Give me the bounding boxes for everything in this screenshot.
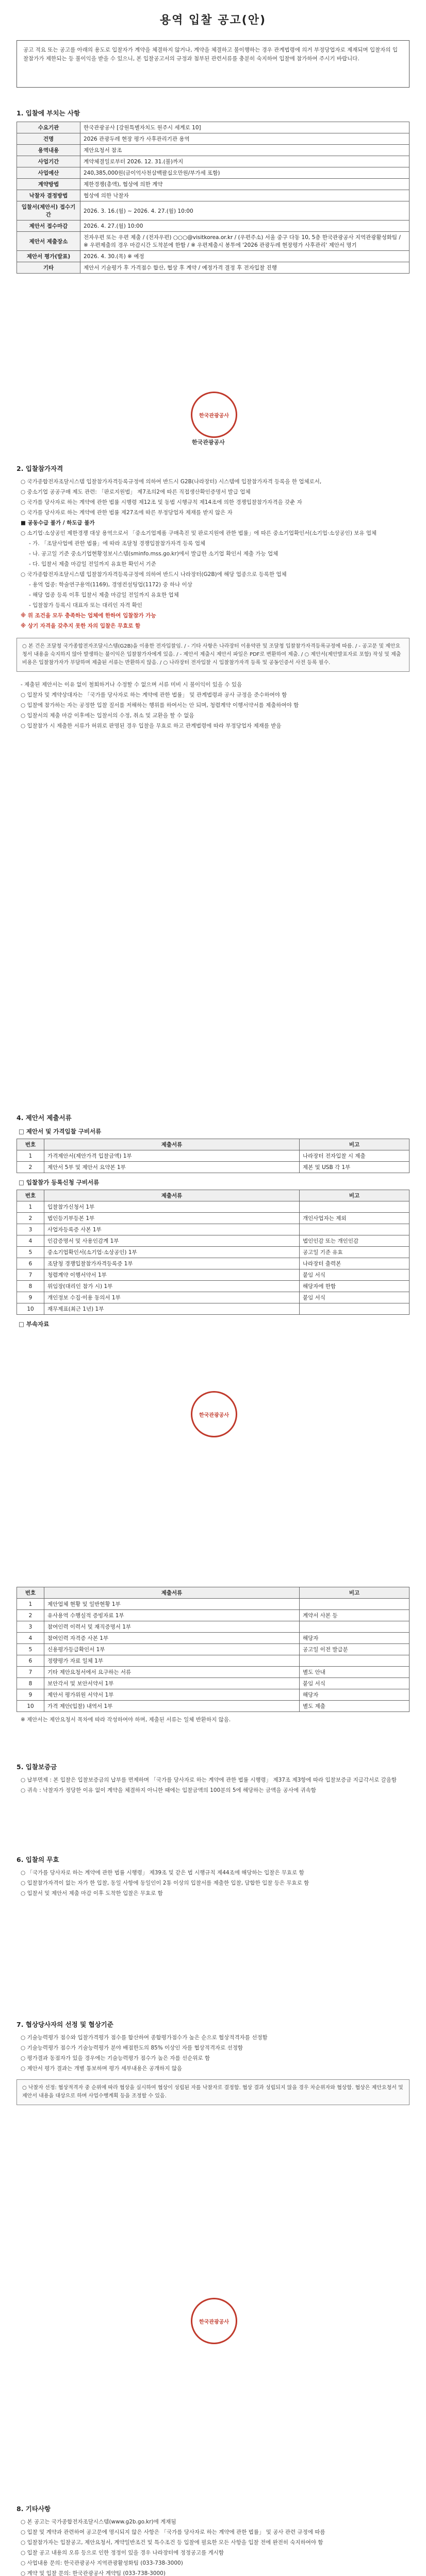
s7-note [17, 2079, 409, 2105]
table-cell-note: 해당자 [300, 1689, 409, 1701]
table-cell-note: 계약서 사본 등 [300, 1610, 409, 1621]
s2-para: ○ 국가종합전자조달시스템 입찰참가자격등록규정에 의하여 반드시 G2B(나라장터) 시스템에 입찰참가자격 등록을 한 업체로서, [21, 479, 322, 485]
s1-row [17, 179, 409, 190]
table-cell-note: 별도 제출 [300, 1701, 409, 1712]
s1-row-value: 2026 관광두레 현장 평가 사후관리기관 용역 [80, 133, 409, 145]
table-row [17, 1701, 409, 1712]
table-cell-no: 5 [17, 1644, 44, 1655]
table-cell-doc: 개인정보 수집·이용 동의서 1부 [44, 1292, 300, 1303]
s1-row-label: 사업기간 [17, 156, 80, 167]
table-cell-note: 법인인감 또는 개인인감 [300, 1235, 409, 1247]
s1-row [17, 251, 409, 262]
table-cell-note: 공고일 기준 유효 [300, 1247, 409, 1258]
s1-row [17, 145, 409, 156]
s7-note-text: ○ 낙찰자 선정: 협상적격자 중 순위에 따라 협상을 실시하여 협상이 성립된 자를 낙찰자로 결정함. 협상 결과 성립되지 않을 경우 차순위자와 협상함. 협상은 제안요청서 및 제안서 내용을 대상으로 하며 사업수행계획 등을 조정할 수 있음. [22, 2085, 403, 2099]
table-row [17, 1655, 409, 1667]
seal-1-text: 한국관광공사 [199, 413, 229, 419]
section-8-heading: 8. 기타사항 [17, 2505, 51, 2513]
table-cell-doc: 청렴계약 이행서약서 1부 [44, 1269, 300, 1281]
intro-text: 공고 적요 또는 공고를 아래의 용도로 입찰자가 계약을 체결하지 않거나, 계약을 체결하고 불이행하는 경우 관계법령에 의거 부정당업자로 제재되며 입찰자의 입찰참가가 제한되는 등 불이익을 받을 수 있으니, 본 입찰공고서의 규정과 첨부된 관련서류를 충분히 숙지하여 입찰에 참가하여 주시기 바랍니다. [23, 47, 398, 62]
table-cell-note: 붙임 서식 [300, 1292, 409, 1303]
table-cell-no: 3 [17, 1224, 44, 1235]
s7-para: ○ 기술능력평가 점수가 기술능력평가 분야 배점한도의 85% 이상인 자를 협상적격자로 선정함 [21, 2045, 243, 2051]
table-cell-note [300, 1599, 409, 1610]
table-cell-note: 붙임 서식 [300, 1678, 409, 1689]
s1-row-label: 사업예산 [17, 167, 80, 179]
table-row [17, 1599, 409, 1610]
section-7-heading: 7. 협상당사자의 선정 및 협상기준 [17, 2021, 113, 2028]
s4-t3-note: ※ 제안서는 제안요청서 목차에 따라 작성하여야 하며, 제출된 서류는 일체 반환하지 않음. [21, 1717, 231, 1723]
table-row [17, 1678, 409, 1689]
s4-sub3: □ 부속자료 [19, 1320, 50, 1328]
table-cell-note: 나라장터 출력본 [300, 1258, 409, 1269]
s2-para: ■ 공동수급 불가 / 하도급 불가 [21, 520, 95, 526]
table-cell-doc: 재무제표(최근 1년) 1부 [44, 1303, 300, 1315]
table-header: 제출서류 [44, 1190, 300, 1201]
seal-2-text: 한국관광공사 [199, 1412, 229, 1418]
s2-para: ○ 소기업·소상공인 제한경쟁 대상 용역으로서 「중소기업제품 구매촉진 및 판로지원에 관한 법률」에 따른 중소기업확인서(소기업·소상공인) 보유 업체 [21, 530, 377, 536]
s1-row [17, 221, 409, 232]
s2-note [17, 638, 409, 672]
s1-table [17, 122, 409, 274]
s2-para: ○ 국가종합전자조달시스템 입찰참가자격등록규정에 의하여 반드시 나라장터(G2B)에 해당 업종으로 등록한 업체 [21, 571, 287, 578]
section-5-heading: 5. 입찰보증금 [17, 1763, 57, 1771]
table-cell-no: 6 [17, 1655, 44, 1667]
s1-row-label: 낙찰자 결정방법 [17, 190, 80, 201]
table-row [17, 1303, 409, 1315]
table-cell-note: 개인사업자는 제외 [300, 1213, 409, 1224]
s1-row [17, 190, 409, 201]
table-header: 제출서류 [44, 1587, 300, 1599]
intro-box [17, 40, 409, 88]
table-row [17, 1201, 409, 1213]
table-cell-no: 9 [17, 1689, 44, 1701]
table-cell-no: 1 [17, 1599, 44, 1610]
table-cell-no: 2 [17, 1610, 44, 1621]
table-row [17, 1281, 409, 1292]
table-cell-note: 제본 및 USB 각 1부 [300, 1162, 409, 1173]
table-cell-no: 3 [17, 1621, 44, 1633]
table-header: 번호 [17, 1190, 44, 1201]
section-5 [17, 1762, 409, 1796]
s1-row-value: 240,385,000원(금이억사천삼백팔십오만원/부가세 포함) [80, 167, 409, 179]
s4-sub2: □ 입찰참가 등록신청 구비서류 [19, 1179, 100, 1186]
s6-para: ○ 「국가를 당사자로 하는 계약에 관한 법률 시행령」 제39조 및 같은 법 시행규칙 제44조에 해당하는 입찰은 무효로 함 [21, 1870, 304, 1876]
s3-para: ○ 입찰참가 시 제출한 서류가 허위로 판명된 경우 입찰을 무효로 하고 관계법령에 따라 부정당업자 제재를 받음 [21, 723, 282, 729]
section-1 [17, 108, 409, 274]
table-cell-note: 별도 안내 [300, 1667, 409, 1678]
table-cell-no: 7 [17, 1269, 44, 1281]
s1-row-value: 제한경쟁(총액), 협상에 의한 계약 [80, 179, 409, 190]
table-cell-no: 7 [17, 1667, 44, 1678]
s2-para: - 나. 공고일 기준 중소기업현황정보시스템(sminfo.mss.go.kr)에서 발급한 소기업 확인서 제출 가능 업체 [29, 551, 278, 557]
table-cell-doc: 보안각서 및 보안서약서 1부 [44, 1678, 300, 1689]
s1-row [17, 262, 409, 274]
s5-para: ○ 납부면제 : 본 입찰은 입찰보증금의 납부를 면제하며 「국가를 당사자로 하는 계약에 관한 법률 시행령」 제37조 제3항에 따라 입찰보증금 지급각서로 갈음함 [21, 1777, 397, 1783]
s8-para: ○ 입찰 및 계약과 관련하여 공고문에 명시되지 않은 사항은 「국가를 당사자로 하는 계약에 관한 법률」 및 공사 관련 규정에 따름 [21, 2529, 325, 2535]
table-cell-no: 8 [17, 1678, 44, 1689]
table-row [17, 1610, 409, 1621]
table-cell-note [300, 1201, 409, 1213]
table-cell-no: 2 [17, 1213, 44, 1224]
table-cell-doc: 가격제안서(제안가격 입찰금액) 1부 [44, 1150, 300, 1162]
table-header: 비고 [300, 1190, 409, 1201]
table-row [17, 1292, 409, 1303]
s1-row [17, 122, 409, 133]
s2-para: ○ 국가를 당사자로 하는 계약에 관한 법률 시행령 제12조 및 동법 시행규칙 제14조에 의한 경쟁입찰참가자격을 갖춘 자 [21, 499, 302, 505]
table-row [17, 1258, 409, 1269]
table-cell-doc: 위임장(대리인 참가 시) 1부 [44, 1281, 300, 1292]
s1-row-label: 계약방법 [17, 179, 80, 190]
table-cell-doc: 제안업체 현황 및 일반현황 1부 [44, 1599, 300, 1610]
section-6-heading: 6. 입찰의 무효 [17, 1856, 59, 1863]
table-row [17, 1644, 409, 1655]
table-cell-no: 4 [17, 1235, 44, 1247]
s8-para: ○ 본 공고는 국가종합전자조달시스템(www.g2b.go.kr)에 게재됨 [21, 2519, 176, 2525]
table-row [17, 1224, 409, 1235]
table-cell-no: 4 [17, 1633, 44, 1644]
table-cell-no: 10 [17, 1303, 44, 1315]
s1-row [17, 232, 409, 251]
table-row [17, 1633, 409, 1644]
table-cell-doc: 사업자등록증 사본 1부 [44, 1224, 300, 1235]
table-cell-doc: 정량평가 자료 일체 1부 [44, 1655, 300, 1667]
section-4-cont [17, 1587, 409, 1725]
table-cell-doc: 법인등기부등본 1부 [44, 1213, 300, 1224]
table-cell-doc: 기타 제안요청서에서 요구하는 서류 [44, 1667, 300, 1678]
s2-para: - 용역 업종: 학술연구용역(1169), 경영컨설팅업(1172) 중 하나 이상 [29, 582, 192, 588]
section-2 [17, 464, 409, 732]
section-4-heading: 4. 제안서 제출서류 [17, 1114, 72, 1122]
s5-para: ○ 귀속 : 낙찰자가 정당한 이유 없이 계약을 체결하지 아니한 때에는 입찰금액의 100분의 5에 해당하는 금액을 공사에 귀속함 [21, 1787, 316, 1793]
s1-row-label: 제안서 접수마감 [17, 221, 80, 232]
table-row [17, 1269, 409, 1281]
table-header: 비고 [300, 1587, 409, 1599]
table-cell-doc: 유사용역 수행실적 증빙자료 1부 [44, 1610, 300, 1621]
table-cell-doc: 인감증명서 및 사용인감계 1부 [44, 1235, 300, 1247]
section-1-heading: 1. 입찰에 부치는 사항 [17, 109, 80, 117]
section-8 [17, 2504, 409, 2576]
table-cell-doc: 조달청 경쟁입찰참가자격등록증 1부 [44, 1258, 300, 1269]
s1-row-value: 협상에 의한 낙찰자 [80, 190, 409, 201]
table-cell-note [300, 1655, 409, 1667]
s2-para: ※ 상기 자격을 갖추지 못한 자의 입찰은 무효로 함 [21, 623, 141, 629]
table-row [17, 1235, 409, 1247]
table-cell-note: 나라장터 전자입찰 시 제출 [300, 1150, 409, 1162]
page-title [0, 0, 426, 31]
section-4 [17, 1113, 409, 1331]
s4-table1 [17, 1139, 409, 1173]
s1-row [17, 201, 409, 221]
s2-para: - 해당 업종 등록 이후 입찰서 제출 마감일 전일까지 유효한 업체 [29, 592, 179, 598]
s1-row-label: 용역내용 [17, 145, 80, 156]
s1-row-label: 입찰서(제안서) 접수기간 [17, 201, 80, 221]
table-cell-note [300, 1621, 409, 1633]
table-row [17, 1621, 409, 1633]
table-cell-no: 6 [17, 1258, 44, 1269]
s1-row-value: 계약체결일로부터 2026. 12. 31.(불)까지 [80, 156, 409, 167]
table-cell-no: 5 [17, 1247, 44, 1258]
s7-para: ○ 기술능력평가 점수와 입찰가격평가 점수를 합산하여 종합평가점수가 높은 순으로 협상적격자를 선정함 [21, 2035, 268, 2041]
seal-2 [191, 1391, 237, 1437]
s1-row-label: 수요기관 [17, 122, 80, 133]
table-cell-doc: 신용평가등급확인서 1부 [44, 1644, 300, 1655]
s1-row-value: 2026. 3. 16.(월) ~ 2026. 4. 27.(월) 10:00 [80, 201, 409, 221]
table-cell-doc: 참여인력 이력서 및 재직증명서 1부 [44, 1621, 300, 1633]
table-cell-doc: 제안서 평가위원 서약서 1부 [44, 1689, 300, 1701]
s3-para: - 제출된 제안서는 이유 없이 철회하거나 수정할 수 없으며 서류 미비 시 불이익이 있을 수 있음 [21, 682, 242, 688]
table-row [17, 1213, 409, 1224]
table-cell-no: 1 [17, 1150, 44, 1162]
table-cell-doc: 중소기업확인서(소기업·소상공인) 1부 [44, 1247, 300, 1258]
s7-para: ○ 제안서 평가 결과는 개별 통보하며 평가 세부내용은 공개하지 않음 [21, 2065, 183, 2072]
table-cell-note: 해당자 [300, 1633, 409, 1644]
table-cell-no: 2 [17, 1162, 44, 1173]
section-2-heading: 2. 입찰참가자격 [17, 465, 63, 472]
s2-para: ○ 중소기업 공공구매 제도 관련: 「판로지원법」 제7조의2에 따른 직접생산확인증명서 발급 업체 [21, 489, 251, 495]
s3-para: ○ 입찰에 참가하는 자는 공정한 입찰 질서를 저해하는 행위를 하여서는 안 되며, 청렴계약 이행서약서를 제출하여야 함 [21, 702, 299, 708]
table-row [17, 1667, 409, 1678]
title-text: 용역 입찰 공고(안) [159, 14, 267, 27]
table-cell-doc: 가격 제안(입찰) 내역서 1부 [44, 1701, 300, 1712]
s8-para: ○ 입찰참가자는 입찰공고, 제안요청서, 계약일반조건 및 특수조건 등 입찰에 필요한 모든 사항을 입찰 전에 완전히 숙지하여야 함 [21, 2539, 323, 2546]
table-cell-no: 9 [17, 1292, 44, 1303]
s1-row-value: 제안요청서 참조 [80, 145, 409, 156]
table-cell-note [300, 1303, 409, 1315]
s3-para: ○ 입찰자 및 계약상대자는 「국가를 당사자로 하는 계약에 관한 법률」 및 관계법령과 공사 규정을 준수하여야 함 [21, 692, 287, 698]
s6-para: ○ 입찰참가자격이 없는 자가 한 입찰, 동일 사항에 동일인이 2통 이상의 입찰서를 제출한 입찰, 담합한 입찰 등은 무효로 함 [21, 1880, 309, 1886]
s3-para: ○ 입찰서의 제출 마감 이후에는 입찰서의 수정, 취소 및 교환을 할 수 없음 [21, 713, 194, 719]
s4-table2 [17, 1190, 409, 1315]
s1-row-label: 기타 [17, 262, 80, 274]
table-row [17, 1150, 409, 1162]
table-cell-note: 붙임 서식 [300, 1269, 409, 1281]
seal-1-label: 한국관광공사 [192, 439, 225, 446]
s2-para: - 입찰참가 등록시 대표자 또는 대리인 자격 확인 [29, 602, 142, 608]
s1-row-value: 2026. 4. 30.(목) ※ 예정 [80, 251, 409, 262]
s2-para: ○ 국가를 당사자로 하는 계약에 관한 법률 제27조에 따른 부정당업자 제재를 받지 않은 자 [21, 510, 233, 516]
s1-row [17, 133, 409, 145]
table-cell-note: 공고일 이전 발급분 [300, 1644, 409, 1655]
s2-para: ※ 위 조건을 모두 충족하는 업체에 한하여 입찰참가 가능 [21, 613, 156, 619]
table-cell-no: 8 [17, 1281, 44, 1292]
s8-para: ○ 계약 및 입찰 문의: 한국관광공사 계약팀 (033-738-3000) [21, 2570, 166, 2576]
seal-3-text: 한국관광공사 [199, 2319, 229, 2325]
table-header: 번호 [17, 1587, 44, 1599]
s2-para: - 다. 입찰서 제출 마감일 전일까지 유효한 확인서 기준 [29, 561, 156, 567]
s8-para: ○ 사업내용 문의: 한국관광공사 지역관광활성화팀 (033-738-3000) [21, 2560, 183, 2566]
table-row [17, 1689, 409, 1701]
table-cell-note: 해당자에 한함 [300, 1281, 409, 1292]
section-6 [17, 1855, 409, 1899]
s6-para: ○ 입찰서 및 제안서 제출 마감 이후 도착한 입찰은 무효로 함 [21, 1890, 163, 1896]
table-header: 번호 [17, 1139, 44, 1150]
section-7 [17, 2020, 409, 2105]
table-cell-doc: 입찰참가신청서 1부 [44, 1201, 300, 1213]
s7-para: ○ 평가결과 동점자가 있을 경우에는 기술능력평가 점수가 높은 자를 선순위로 함 [21, 2055, 210, 2061]
s2-para: - 가. 「조달사업에 관한 법률」에 따라 조달청 경쟁입찰참가자격 등록 업체 [29, 540, 206, 547]
s1-row-label: 제안서 평가(발표) [17, 251, 80, 262]
s1-row [17, 156, 409, 167]
seal-3 [191, 2298, 237, 2344]
table-cell-doc: 참여인력 자격증 사본 1부 [44, 1633, 300, 1644]
table-cell-no: 10 [17, 1701, 44, 1712]
table-cell-no: 1 [17, 1201, 44, 1213]
table-cell-doc: 제안서 5부 및 제안서 요약본 1부 [44, 1162, 300, 1173]
s1-row [17, 167, 409, 179]
s1-row-label: 건명 [17, 133, 80, 145]
seal-1 [191, 392, 237, 438]
s1-row-value: 전자우편 또는 우편 제출 / (전자우편) ○○○@visitkorea.or.kr / (우편주소) 서울 중구 다동 10, 5층 한국관광공사 지역관광활성화팀 / ※ 우편제출의 경우 마감시간 도착분에 한함 / ※ 우편제출시 봉투에 '2026 관광두레 현장평가 사후관리' 제안서 명기 [80, 232, 409, 251]
s4-table3 [17, 1587, 409, 1712]
table-row [17, 1247, 409, 1258]
table-row [17, 1162, 409, 1173]
s1-row-value: 제안서 기술평가 후 가격점수 합산, 협상 후 계약 / 예정가격 결정 후 전자입찰 진행 [80, 262, 409, 274]
table-header: 제출서류 [44, 1139, 300, 1150]
table-cell-note [300, 1224, 409, 1235]
s2-note-text: ○ 본 건은 조달청 국가종합전자조달시스템(G2B)을 이용한 전자입찰임. / - 기타 사항은 나라장터 이용약관 및 조달청 입찰참가자격등록규정에 따름. / - 공고문 및 제안요청서 내용을 숙지하지 않아 발생하는 불이익은 입찰참가자에게 있음. / - 제안서 제출시 제안서 파일은 PDF로 변환하여 제출. / ○ 제안서(제안발표자료 포함) 작성 및 제출 비용은 입찰참가자가 부담하며 제출된 서류는 반환하지 않음. / ○ 나라장터 전자입찰 시 입찰참가자격 등록 및 공동인증서 사전 등록 필수. [22, 643, 401, 666]
s1-row-value: 한국관광공사 [강원특별자치도 원주시 세계로 10] [80, 122, 409, 133]
table-header: 비고 [300, 1139, 409, 1150]
s1-row-label: 제안서 제출장소 [17, 232, 80, 251]
s8-para: ○ 입찰 공고 내용의 오류 등으로 인한 정정이 있을 경우 나라장터에 정정공고를 게시함 [21, 2550, 224, 2556]
s1-row-value: 2026. 4. 27.(월) 10:00 [80, 221, 409, 232]
s4-sub1: □ 제안서 및 가격입찰 구비서류 [19, 1128, 102, 1135]
